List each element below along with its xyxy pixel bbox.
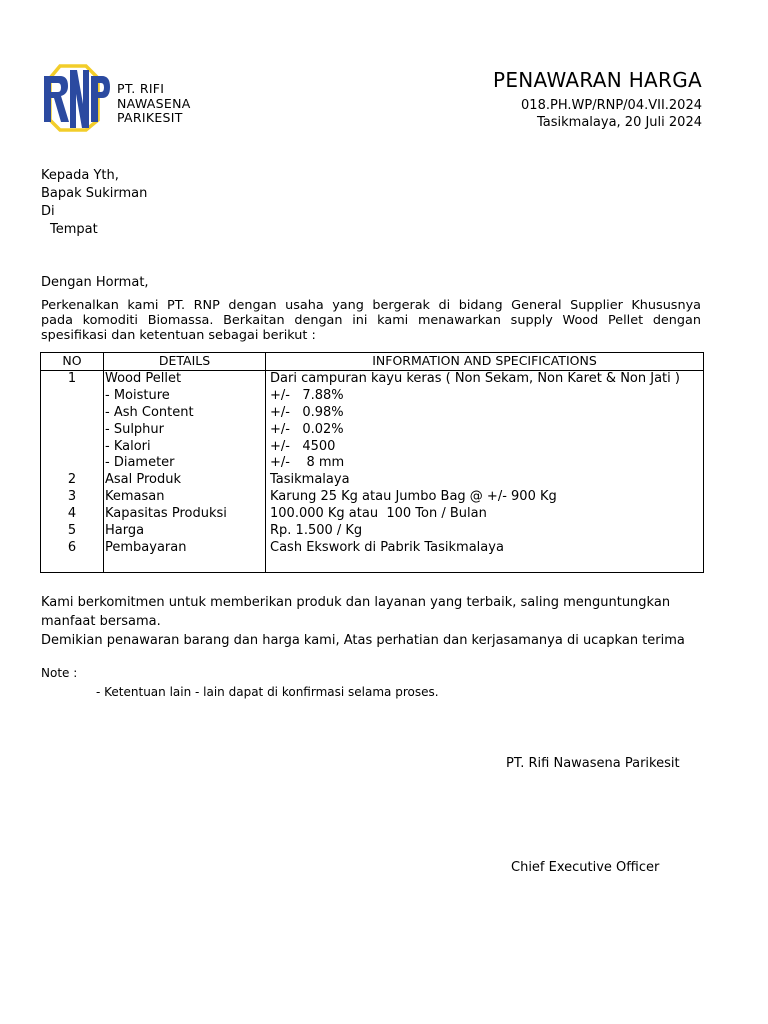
intro-line: spesifikasi dan ketentuan sebagai berikut : <box>41 328 316 343</box>
note-label: Note : <box>41 666 78 680</box>
row-no: 2 <box>67 472 77 488</box>
signature-company: PT. Rifi Nawasena Parikesit <box>506 756 680 771</box>
header-details: DETAILS <box>104 353 266 371</box>
row-info: +/- 7.88% <box>270 387 344 403</box>
row-info: Karung 25 Kg atau Jumbo Bag @ +/- 900 Kg <box>270 489 557 505</box>
row-info: 100.000 Kg atau 100 Ton / Bulan <box>270 506 487 522</box>
document-number: 018.PH.WP/RNP/04.VII.2024 <box>521 98 702 113</box>
row-no: 1 <box>67 371 77 386</box>
row-details: Asal Produk <box>105 472 182 488</box>
row-no: 5 <box>67 523 77 539</box>
closing-line: Kami berkomitmen untuk memberikan produk dan layanan yang terbaik, saling menguntungkan <box>41 595 671 610</box>
recipient-place: Tempat <box>50 222 98 237</box>
company-name <box>117 82 191 126</box>
row-info: Cash Ekswork di Pabrik Tasikmalaya <box>270 539 504 555</box>
row-details: - Diameter <box>105 455 175 471</box>
closing-line: manfaat bersama. <box>41 614 161 629</box>
logo-letter-r <box>44 76 69 122</box>
logo-letter-n <box>70 70 89 128</box>
row-no <box>41 405 103 422</box>
row-no <box>41 422 103 439</box>
no-column <box>41 371 104 573</box>
specifications-table <box>40 352 704 573</box>
signature-title: Chief Executive Officer <box>511 860 660 875</box>
info-column <box>266 371 704 573</box>
row-details: - Moisture <box>105 387 170 403</box>
closing-line: Demikian penawaran barang dan harga kami, Atas perhatian dan kerjasamanya di ucapkan terima <box>41 633 685 648</box>
header-info: INFORMATION AND SPECIFICATIONS <box>266 353 704 371</box>
note-item: - Ketentuan lain - lain dapat di konfirmasi selama proses. <box>96 685 439 699</box>
document-title: PENAWARAN HARGA <box>493 68 702 92</box>
row-info: +/- 4500 <box>270 438 336 454</box>
logo-letter-p <box>91 76 110 122</box>
header-no: NO <box>41 353 104 371</box>
row-no <box>41 455 103 472</box>
row-details: - Ash Content <box>105 404 194 420</box>
row-details: Wood Pellet <box>105 371 182 386</box>
intro-line: Perkenalkan kami PT. RNP dengan usaha yang bergerak di bidang General Supplier Khususnya <box>41 298 701 313</box>
row-no: 4 <box>67 506 77 522</box>
row-no: 3 <box>67 489 77 505</box>
company-name-line: NAWASENA <box>117 95 191 111</box>
row-details: Kapasitas Produksi <box>105 506 227 522</box>
row-details: - Sulphur <box>105 421 165 437</box>
intro-paragraph <box>41 298 701 343</box>
intro-line: pada komoditi Biomassa. Berkaitan dengan ini kami menawarkan supply Wood Pellet dengan <box>41 313 701 328</box>
company-name-line: PARIKESIT <box>117 110 183 125</box>
row-details: Pembayaran <box>105 539 187 555</box>
row-info: Rp. 1.500 / Kg <box>270 523 363 539</box>
document-place-date: Tasikmalaya, 20 Juli 2024 <box>537 115 702 130</box>
recipient-line: Di <box>41 204 55 219</box>
closing-paragraph <box>41 593 704 650</box>
row-info: +/- 0.02% <box>270 421 344 437</box>
row-no <box>41 439 103 456</box>
company-name-line: PT. RIFI <box>117 81 165 96</box>
details-column <box>104 371 266 573</box>
row-details: Kemasan <box>105 489 165 505</box>
row-info: Dari campuran kayu keras ( Non Sekam, Non Karet & Non Jati ) <box>270 371 680 386</box>
greeting: Dengan Hormat, <box>41 275 149 290</box>
row-details: Harga <box>105 523 145 539</box>
row-no: 6 <box>67 539 77 555</box>
company-logo <box>40 64 114 132</box>
recipient-block <box>41 167 147 239</box>
recipient-name: Bapak Sukirman <box>41 186 148 201</box>
row-details: - Kalori <box>105 438 151 454</box>
row-no <box>41 388 103 405</box>
row-info: Tasikmalaya <box>270 472 350 488</box>
row-info: +/- 0.98% <box>270 404 344 420</box>
row-info: +/- 8 mm <box>270 455 345 471</box>
recipient-line: Kepada Yth, <box>41 168 119 183</box>
